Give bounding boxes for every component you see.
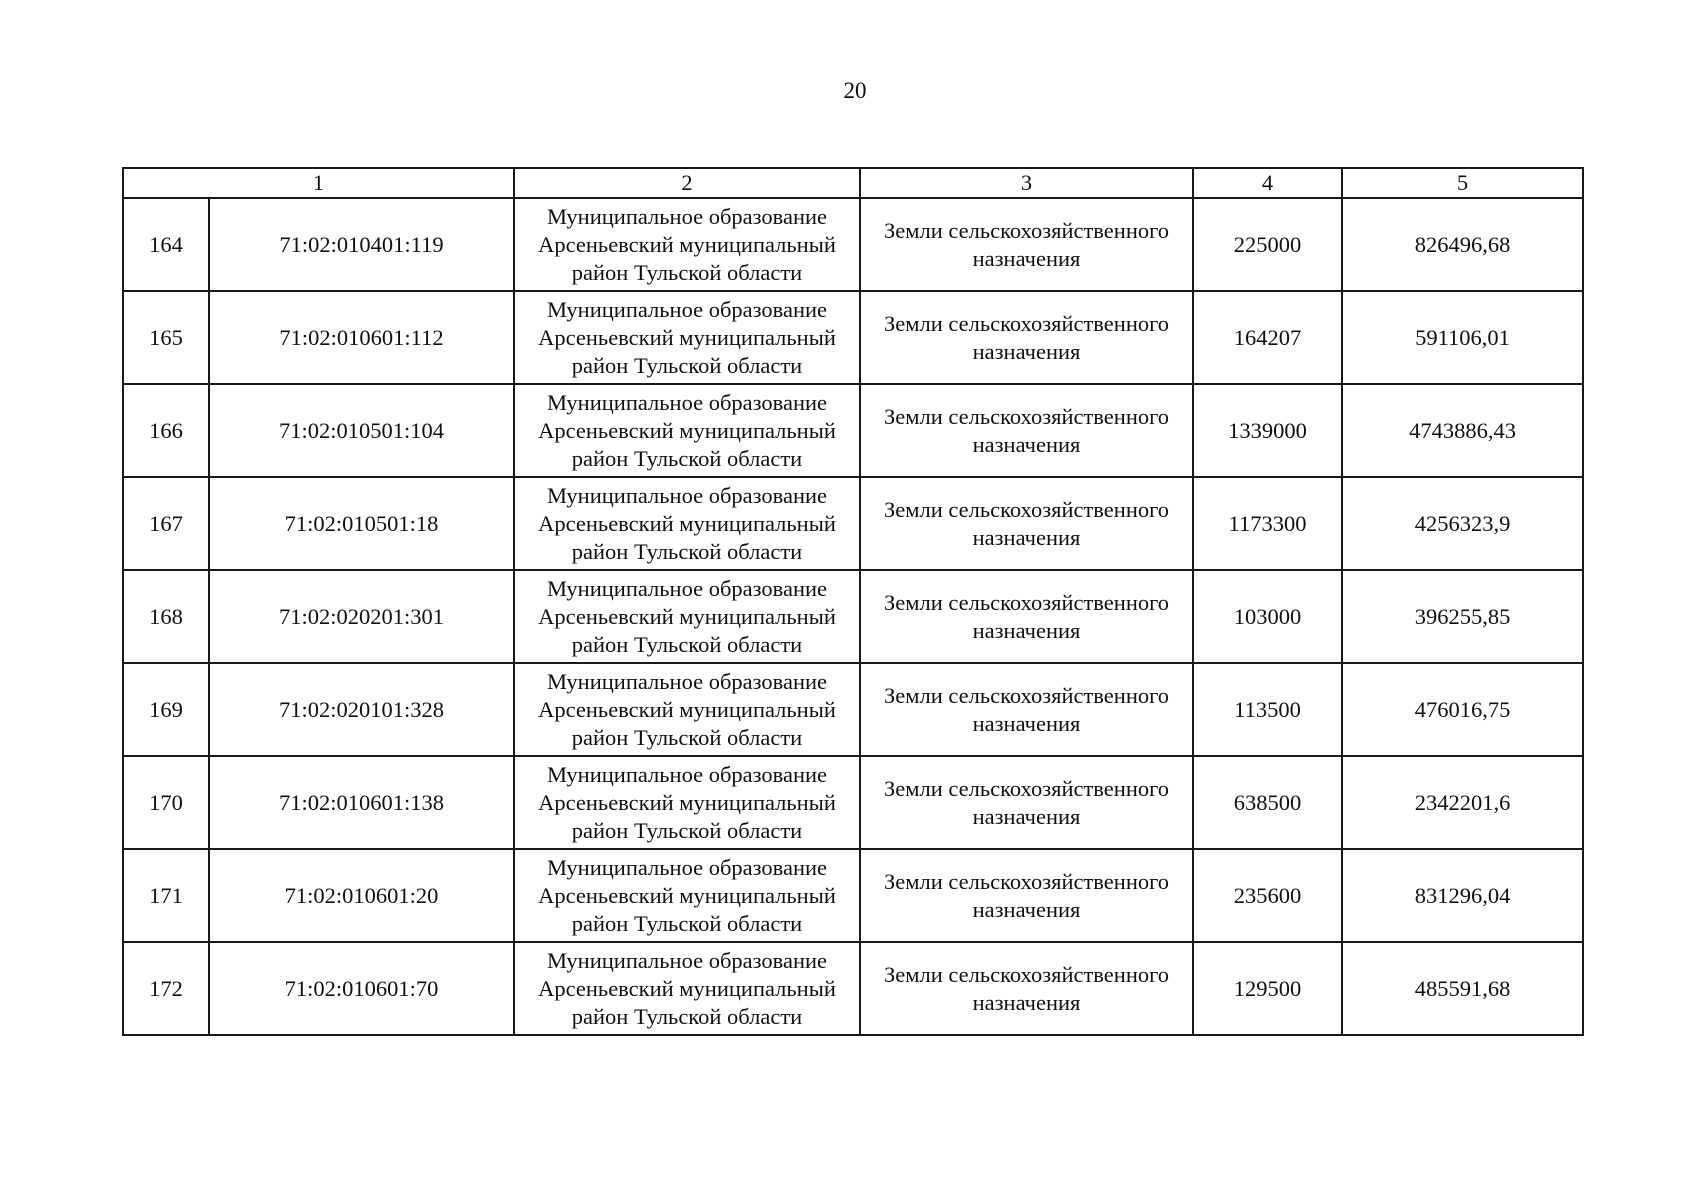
column-header-4: 4 xyxy=(1193,168,1342,198)
cadastral-value: 4743886,43 xyxy=(1342,384,1583,477)
cadastral-number: 71:02:010501:104 xyxy=(209,384,514,477)
cadastral-value: 485591,68 xyxy=(1342,942,1583,1035)
land-category: Земли сельскохозяйственного назначения xyxy=(860,198,1193,291)
area-value: 225000 xyxy=(1193,198,1342,291)
area-value: 235600 xyxy=(1193,849,1342,942)
row-number: 169 xyxy=(123,663,209,756)
area-value: 129500 xyxy=(1193,942,1342,1035)
cadastral-number: 71:02:010601:70 xyxy=(209,942,514,1035)
cadastral-number: 71:02:010601:138 xyxy=(209,756,514,849)
cadastral-value: 826496,68 xyxy=(1342,198,1583,291)
owner-name: Муниципальное образование Арсеньевский муниципальный район Тульской области xyxy=(514,291,860,384)
cadastral-value: 4256323,9 xyxy=(1342,477,1583,570)
cadastral-number: 71:02:010601:20 xyxy=(209,849,514,942)
table-row xyxy=(123,849,1583,942)
owner-name: Муниципальное образование Арсеньевский муниципальный район Тульской области xyxy=(514,663,860,756)
column-header-1: 1 xyxy=(123,168,514,198)
owner-name: Муниципальное образование Арсеньевский муниципальный район Тульской области xyxy=(514,756,860,849)
cadastral-number: 71:02:020101:328 xyxy=(209,663,514,756)
table-row xyxy=(123,756,1583,849)
row-number: 165 xyxy=(123,291,209,384)
land-category: Земли сельскохозяйственного назначения xyxy=(860,384,1193,477)
row-number: 164 xyxy=(123,198,209,291)
area-value: 113500 xyxy=(1193,663,1342,756)
table-row xyxy=(123,198,1583,291)
area-value: 103000 xyxy=(1193,570,1342,663)
cadastral-number: 71:02:010501:18 xyxy=(209,477,514,570)
land-category: Земли сельскохозяйственного назначения xyxy=(860,570,1193,663)
area-value: 1173300 xyxy=(1193,477,1342,570)
row-number: 171 xyxy=(123,849,209,942)
cadastral-value: 2342201,6 xyxy=(1342,756,1583,849)
owner-name: Муниципальное образование Арсеньевский муниципальный район Тульской области xyxy=(514,477,860,570)
land-category: Земли сельскохозяйственного назначения xyxy=(860,477,1193,570)
table-row xyxy=(123,384,1583,477)
table-row xyxy=(123,477,1583,570)
cadastral-number: 71:02:010401:119 xyxy=(209,198,514,291)
cadastral-value: 591106,01 xyxy=(1342,291,1583,384)
owner-name: Муниципальное образование Арсеньевский муниципальный район Тульской области xyxy=(514,198,860,291)
column-header-5: 5 xyxy=(1342,168,1583,198)
page-number: 20 xyxy=(843,78,867,103)
land-category: Земли сельскохозяйственного назначения xyxy=(860,663,1193,756)
area-value: 164207 xyxy=(1193,291,1342,384)
table-body xyxy=(123,198,1583,1035)
row-number: 170 xyxy=(123,756,209,849)
owner-name: Муниципальное образование Арсеньевский муниципальный район Тульской области xyxy=(514,942,860,1035)
owner-name: Муниципальное образование Арсеньевский муниципальный район Тульской области xyxy=(514,570,860,663)
land-category: Земли сельскохозяйственного назначения xyxy=(860,756,1193,849)
cadastral-value: 831296,04 xyxy=(1342,849,1583,942)
row-number: 168 xyxy=(123,570,209,663)
row-number: 166 xyxy=(123,384,209,477)
cadastral-value: 476016,75 xyxy=(1342,663,1583,756)
table-row xyxy=(123,942,1583,1035)
cadastral-number: 71:02:010601:112 xyxy=(209,291,514,384)
area-value: 638500 xyxy=(1193,756,1342,849)
land-category: Земли сельскохозяйственного назначения xyxy=(860,849,1193,942)
land-registry-table xyxy=(122,167,1584,1036)
column-header-3: 3 xyxy=(860,168,1193,198)
owner-name: Муниципальное образование Арсеньевский муниципальный район Тульской области xyxy=(514,384,860,477)
column-number-row xyxy=(123,168,1583,198)
column-header-2: 2 xyxy=(514,168,860,198)
land-category: Земли сельскохозяйственного назначения xyxy=(860,942,1193,1035)
table-header xyxy=(123,168,1583,198)
row-number: 172 xyxy=(123,942,209,1035)
cadastral-number: 71:02:020201:301 xyxy=(209,570,514,663)
land-category: Земли сельскохозяйственного назначения xyxy=(860,291,1193,384)
table-row xyxy=(123,570,1583,663)
row-number: 167 xyxy=(123,477,209,570)
cadastral-value: 396255,85 xyxy=(1342,570,1583,663)
owner-name: Муниципальное образование Арсеньевский муниципальный район Тульской области xyxy=(514,849,860,942)
table-row xyxy=(123,291,1583,384)
table-row xyxy=(123,663,1583,756)
area-value: 1339000 xyxy=(1193,384,1342,477)
